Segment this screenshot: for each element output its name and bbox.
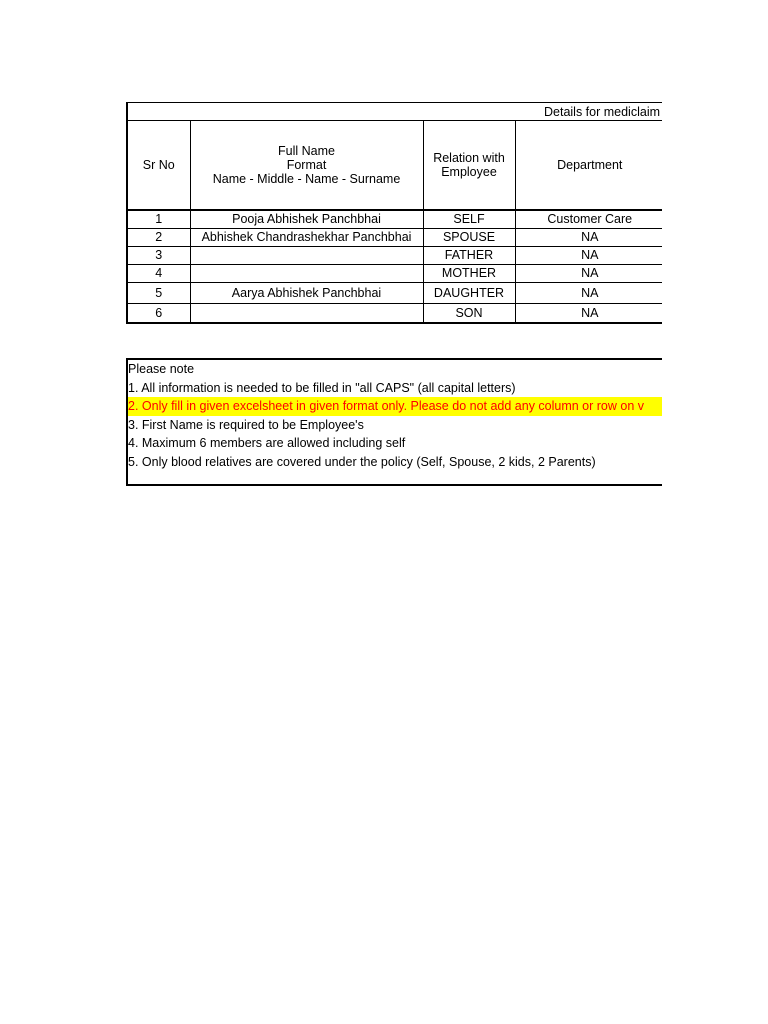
cell-relation[interactable]: FATHER: [423, 247, 515, 265]
note-item: 5. Only blood relatives are covered under the policy (Self, Spouse, 2 kids, 2 Parents): [128, 454, 596, 469]
header-full-name-line1: Full Name: [278, 144, 335, 158]
cell-sr[interactable]: 2: [127, 229, 190, 247]
header-relation-line2: Employee: [441, 165, 497, 179]
notes-box: [126, 358, 662, 486]
cell-sr[interactable]: 3: [127, 247, 190, 265]
cell-relation[interactable]: SON: [423, 304, 515, 324]
table-row: [127, 265, 662, 283]
cell-sr[interactable]: 5: [127, 283, 190, 304]
cell-sr[interactable]: 4: [127, 265, 190, 283]
table-row: [127, 304, 662, 324]
notes-heading: Please note: [128, 362, 195, 376]
cell-relation[interactable]: SPOUSE: [423, 229, 515, 247]
cell-name[interactable]: [190, 304, 423, 324]
header-sr-no: Sr No: [127, 121, 190, 211]
table-caption: Details for mediclaim: [127, 103, 662, 121]
cell-relation[interactable]: MOTHER: [423, 265, 515, 283]
cell-relation[interactable]: DAUGHTER: [423, 283, 515, 304]
note-item-highlighted: 2. Only fill in given excelsheet in given format only. Please do not add any column or row on v: [128, 397, 662, 416]
note-item: 4. Maximum 6 members are allowed including self: [128, 436, 406, 450]
cell-department[interactable]: Customer Care: [515, 210, 662, 229]
cell-name[interactable]: Abhishek Chandrashekhar Panchbhai: [190, 229, 423, 247]
cell-department[interactable]: NA: [515, 304, 662, 324]
cell-name[interactable]: [190, 265, 423, 283]
header-full-name: [190, 121, 423, 211]
table-row: [127, 247, 662, 265]
cell-sr[interactable]: 6: [127, 304, 190, 324]
cell-department[interactable]: NA: [515, 229, 662, 247]
table-header-row: [127, 121, 662, 211]
header-relation: [423, 121, 515, 211]
table-row: [127, 283, 662, 304]
cell-name[interactable]: [190, 247, 423, 265]
mediclaim-details-table: [126, 102, 662, 324]
header-department: Department: [515, 121, 662, 211]
table-caption-row: [127, 103, 662, 121]
header-full-name-line3: Name - Middle - Name - Surname: [212, 172, 401, 186]
table-row: [127, 210, 662, 229]
spreadsheet-area: [126, 102, 662, 502]
cell-name[interactable]: Aarya Abhishek Panchbhai: [190, 283, 423, 304]
cell-relation[interactable]: SELF: [423, 210, 515, 229]
table-row: [127, 229, 662, 247]
header-full-name-line2: Format: [286, 158, 327, 172]
note-item: 1. All information is needed to be filled in "all CAPS" (all capital letters): [128, 380, 516, 395]
cell-department[interactable]: NA: [515, 247, 662, 265]
cell-department[interactable]: NA: [515, 265, 662, 283]
cell-department[interactable]: NA: [515, 283, 662, 304]
cell-sr[interactable]: 1: [127, 210, 190, 229]
header-relation-line1: Relation with: [433, 151, 505, 165]
cell-name[interactable]: Pooja Abhishek Panchbhai: [190, 210, 423, 229]
note-item: 3. First Name is required to be Employee's: [128, 417, 364, 432]
